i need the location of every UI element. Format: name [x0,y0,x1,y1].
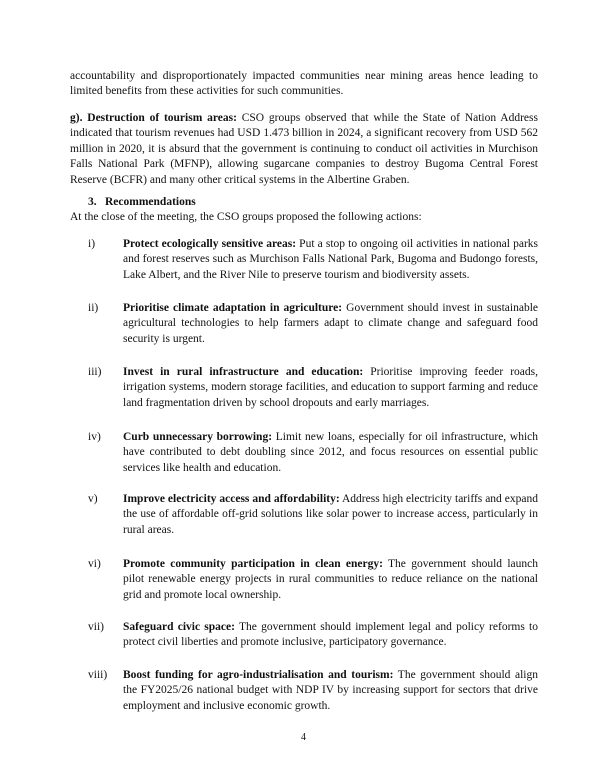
item-body [123,301,538,347]
continuation-paragraph: accountability and disproportionately impacted communities near mining areas hence leading to limited benefits from these activities for such communities. [70,70,538,98]
item-text: Address high electricity tariffs and expand the use of affordable off-grid solutions like solar power to increase access, particularly in rural areas. [123,493,538,536]
item-title: Promote community participation in clean energy: [123,558,383,570]
item-numeral: i) [88,238,96,250]
section-g-text: CSO groups observed that while the State of Nation Address indicated that tourism revenues had USD 1.473 billion in 2024, a significant recovery from USD 562 million in 2020, it is absurd that the government is continuing to conduct oil activities in Murchison Falls National Park (MFNP), allowing sugarcane companies to destroy Bugoma Central Forest Reserve (BCFR) and many other critical systems in the Albertine Graben. [70,112,538,186]
item-title: Boost funding for agro-industrialisation and tourism: [123,669,394,681]
item-body [123,237,538,283]
item-numeral: iv) [88,431,101,443]
item-body [123,668,538,714]
item-body [123,492,538,538]
recommendations-intro: At the close of the meeting, the CSO groups proposed the following actions: [70,211,422,223]
section-g-title: g). Destruction of tourism areas: [70,112,237,124]
section-g-paragraph [70,111,538,188]
item-numeral: iii) [88,366,102,378]
item-text: Put a stop to ongoing oil activities in national parks and forest reserves such as Murchison Falls National Park, Bugoma and Budongo forests, Lake Albert, and the River Nile to preserve tourism and biodiversity assets. [123,238,538,281]
item-title: Improve electricity access and affordability: [123,493,340,505]
item-text: Limit new loans, especially for oil infrastructure, which have contributed to debt doubling since 2012, and focus resources on essential public services like health and education. [123,431,538,474]
item-body [123,557,538,603]
item-text: Prioritise improving feeder roads, irrigation systems, modern storage facilities, and education to support farming and reduce land fragmentation driven by school dropouts and early marriages. [123,366,538,409]
item-title: Curb unnecessary borrowing: [123,431,273,443]
item-numeral: vii) [88,621,104,633]
item-text: The government should launch pilot renewable energy projects in rural communities to reduce reliance on the national grid and promote local ownership. [123,558,538,601]
item-numeral: v) [88,493,98,505]
item-body [123,430,538,476]
item-body [123,620,538,651]
item-title: Invest in rural infrastructure and education: [123,366,364,378]
item-numeral: viii) [88,669,108,681]
item-title: Safeguard civic space: [123,621,235,633]
item-title: Protect ecologically sensitive areas: [123,238,297,250]
section-number: 3. [88,196,97,208]
item-text: The government should align the FY2025/26 national budget with NDP IV by increasing support for sectors that drive employment and inclusive economic growth. [123,669,539,712]
item-numeral: ii) [88,302,99,314]
item-text: Government should invest in sustainable agricultural technologies to help farmers adapt to climate change and safeguard food security is urgent. [123,302,539,345]
item-body [123,365,538,411]
section-title: Recommendations [105,196,196,208]
page-number: 4 [301,732,306,743]
item-title: Prioritise climate adaptation in agriculture: [123,302,343,314]
recommendations-heading [88,195,196,210]
item-text: The government should implement legal and policy reforms to protect civil liberties and promote inclusive, participatory governance. [123,621,539,649]
item-numeral: vi) [88,558,101,570]
